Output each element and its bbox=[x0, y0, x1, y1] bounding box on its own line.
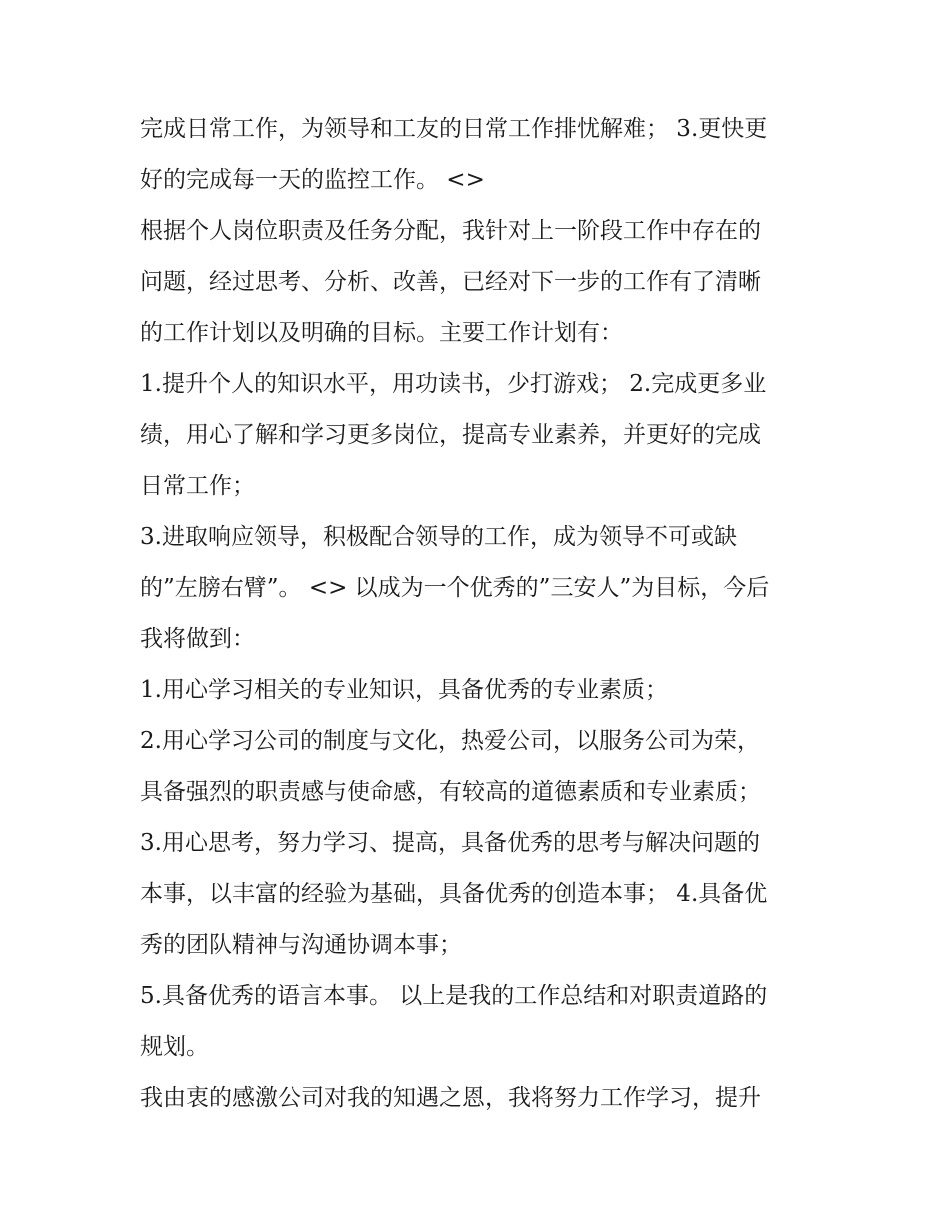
text-line: 日常工作； bbox=[140, 473, 255, 499]
text-line: 我将做到： bbox=[140, 626, 255, 652]
text-line: 完成日常工作，为领导和工友的日常工作排忧解难； 3.更快更 bbox=[140, 116, 768, 142]
text-line: 根据个人岗位职责及任务分配，我针对上一阶段工作中存在的 bbox=[140, 218, 761, 244]
text-line: 问题，经过思考、分析、改善，已经对下一步的工作有了清晰 bbox=[140, 269, 761, 295]
text-line: 本事，以丰富的经验为基础，具备优秀的创造本事； 4.具备优 bbox=[140, 881, 768, 907]
text-line: 2.用心学习公司的制度与文化，热爱公司，以服务公司为荣， bbox=[140, 728, 760, 754]
text-line: 3.用心思考，努力学习、提高，具备优秀的思考与解决问题的 bbox=[140, 830, 760, 856]
text-line: 1.提升个人的知识水平，用功读书，少打游戏； 2.完成更多业 bbox=[140, 371, 767, 397]
text-line: 我由衷的感激公司对我的知遇之恩，我将努力工作学习，提升 bbox=[140, 1085, 761, 1111]
text-line: 规划。 bbox=[140, 1034, 209, 1060]
text-line: 3.进取响应领导，积极配合领导的工作，成为领导不可或缺 bbox=[140, 524, 737, 550]
text-line: 秀的团队精神与沟通协调本事； bbox=[140, 932, 462, 958]
document-body bbox=[140, 104, 820, 1124]
text-line: 具备强烈的职责感与使命感，有较高的道德素质和专业素质； bbox=[140, 779, 761, 805]
text-line: 5.具备优秀的语言本事。 以上是我的工作总结和对职责道路的 bbox=[140, 983, 768, 1009]
text-line: 好的完成每一天的监控工作。 <> bbox=[140, 167, 485, 193]
text-line: 1.用心学习相关的专业知识，具备优秀的专业素质； bbox=[140, 677, 668, 703]
text-line: 绩，用心了解和学习更多岗位，提高专业素养，并更好的完成 bbox=[140, 422, 761, 448]
text-line: 的”左膀右臂”。 <> 以成为一个优秀的”三安人”为目标，今后 bbox=[140, 575, 770, 601]
text-line: 的工作计划以及明确的目标。主要工作计划有： bbox=[140, 320, 623, 346]
